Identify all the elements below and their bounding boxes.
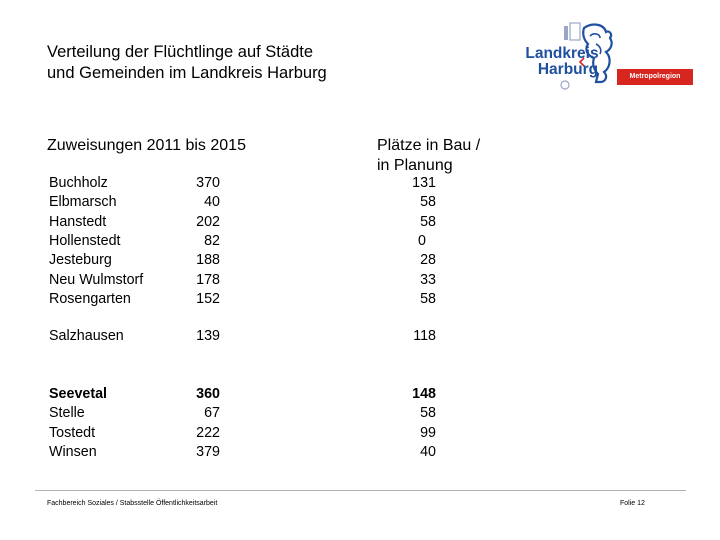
table-row [0,232,720,251]
row-plaetze: 28 [420,252,436,269]
footer-divider [35,490,686,491]
row-zuweisungen: 139 [196,328,220,344]
table-row [0,424,720,443]
row-plaetze: 58 [420,194,436,211]
row-name: Jesteburg [49,252,112,269]
row-zuweisungen: 67 [204,405,220,422]
column-header-plaetze-line2: in Planung [377,157,453,174]
logo-text-landkreis: Landkreis [525,45,599,62]
row-zuweisungen: 202 [196,213,220,230]
landkreis-harburg-logo [514,22,694,96]
row-name: Seevetal [49,386,108,402]
table-row [0,213,720,232]
row-zuweisungen: 40 [204,194,220,211]
row-name: Tostedt [49,424,96,441]
row-zuweisungen: 178 [196,271,220,288]
row-plaetze: 148 [412,386,436,402]
row-plaetze: 33 [420,271,436,288]
metropolregion-badge: Metropolregion Hamburg [617,69,693,85]
row-name: Hanstedt [49,213,107,230]
logo-text-harburg: Harburg [537,61,599,78]
row-zuweisungen: 152 [196,290,220,307]
row-name: Neu Wulmstorf [49,271,144,288]
row-plaetze: 58 [420,405,436,422]
table-row [0,404,720,423]
row-name: Hollenstedt [49,232,121,249]
row-name: Salzhausen [49,328,124,344]
row-zuweisungen: 360 [196,386,220,402]
table-row [0,251,720,270]
row-plaetze: 0 [418,232,426,249]
column-header-zuweisungen: Zuweisungen 2011 bis 2015 [47,137,246,154]
row-name: Buchholz [49,175,108,191]
table-row [0,271,720,290]
row-zuweisungen: 222 [196,424,220,441]
table-row [0,174,720,193]
row-name: Rosengarten [49,290,131,307]
table-row [0,385,720,404]
row-name: Elbmarsch [49,194,117,211]
row-zuweisungen: 188 [196,252,220,269]
footer-department: Fachbereich Soziales / Stabsstelle Öffentlichkeitsarbeit [47,500,218,507]
table-row [0,290,720,309]
table-row [0,443,720,462]
slide-title-line2: und Gemeinden im Landkreis Harburg [47,64,327,82]
row-zuweisungen: 82 [204,232,220,249]
column-header-plaetze [377,136,537,176]
row-plaetze: 118 [413,328,436,344]
table-row [0,193,720,212]
row-name: Stelle [49,405,85,422]
row-plaetze: 58 [420,290,436,307]
row-name: Winsen [49,443,97,460]
row-plaetze: 58 [420,213,436,230]
row-plaetze: 40 [420,443,436,460]
row-plaetze: 99 [420,424,436,441]
slide-title-line1: Verteilung der Flüchtlinge auf Städte [47,43,314,61]
slide-title [47,42,467,84]
table-row [0,327,720,346]
row-zuweisungen: 379 [196,443,220,460]
column-header-plaetze-line1: Plätze in Bau / [377,137,481,154]
row-plaetze: 131 [412,175,436,191]
row-zuweisungen: 370 [196,175,220,191]
footer-slide-number: Folie 12 [620,500,645,507]
